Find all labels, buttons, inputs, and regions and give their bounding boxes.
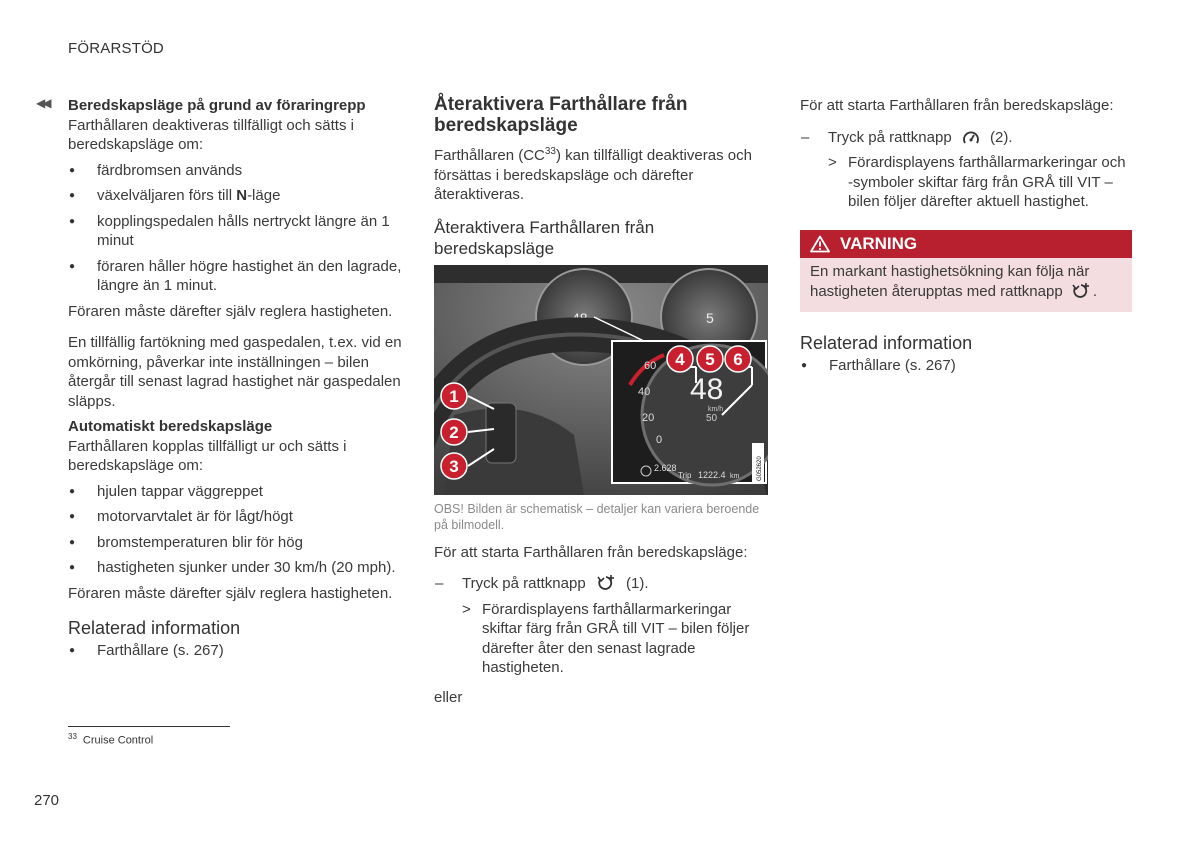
list-item: ● motorvarvtalet är för lågt/högt <box>68 507 408 527</box>
result-arrow: > <box>828 154 837 171</box>
warning-body <box>800 258 1132 312</box>
paragraph: Farthållaren kopplas tillfälligt ur och sätts i beredskapsläge om: <box>68 437 347 474</box>
set-speed-text: 50 <box>706 412 718 424</box>
list-item: ● färdbromsen används <box>68 161 408 181</box>
cruise-speed-icon <box>962 130 980 152</box>
km-text: km <box>730 472 740 480</box>
figure-caption: OBS! Bilden är schematisk – detaljer kan variera beroende på bilmodell. <box>434 501 760 532</box>
step-dash: – <box>801 128 810 146</box>
warning-text: En markant hastighetsökning kan följa när hastigheten återupptas med rattknapp <box>810 262 1090 300</box>
svg-text:1: 1 <box>449 386 459 406</box>
list-item: ● bromstemperaturen blir för hög <box>68 533 408 553</box>
intro-paragraph <box>434 142 770 205</box>
list-item: ● hastigheten sjunker under 30 km/h (20 mph). <box>68 558 408 578</box>
callout-2 <box>441 419 467 445</box>
step-text: Tryck på rattknapp <box>828 128 952 146</box>
warning-box <box>800 230 1132 312</box>
heading-automatic-standby: Automatiskt beredskapsläge <box>68 418 273 435</box>
column-right <box>800 96 1132 381</box>
paragraph: Föraren måste därefter själv reglera hastigheten. <box>68 302 393 320</box>
bullet-list-2 <box>68 482 408 578</box>
double-chevron-left-icon[interactable]: ◀◀ <box>36 96 49 110</box>
tick-20: 20 <box>642 411 655 424</box>
warning-title: VARNING <box>840 233 918 253</box>
bullet-list-1 <box>68 161 408 296</box>
svg-text:6: 6 <box>733 349 743 369</box>
paragraph-intro: Farthållaren deaktiveras tillfälligt och sätts i beredskapsläge om: <box>68 116 354 153</box>
section-header: FÖRARSTÖD <box>68 40 164 57</box>
footnote <box>68 732 153 747</box>
list-item: ● hjulen tappar väggreppet <box>68 482 408 502</box>
footnote-number: 33 <box>68 732 77 741</box>
big-speed-text: 48 <box>690 372 724 406</box>
related-heading: Relaterad information <box>800 332 973 353</box>
odo-text: 2.628 <box>654 462 677 473</box>
step-ref: (2). <box>990 128 1013 146</box>
paragraph: En tillfällig fartökning med gaspedalen, t.ex. vid en omkörning, påverkar inte inställningen – bilen återgår till senast lagrad hastighet när gaspedalen släpps. <box>68 334 402 410</box>
related-link[interactable]: ● Farthållare (s. 267) <box>68 641 408 661</box>
subsection-title: Återaktivera Farthållaren från beredskapsläge <box>434 217 655 258</box>
result-text: Förardisplayens farthållarmarkeringar skiftar färg från GRÅ till VIT – bilen följer därefter åter den senast lagrade hastigheten. <box>482 600 750 676</box>
section-title: Återaktivera Farthållare från beredskapsläge <box>434 94 688 136</box>
paragraph: Föraren måste därefter själv reglera hastigheten. <box>68 584 393 602</box>
svg-text:2: 2 <box>449 422 459 442</box>
steering-wheel-figure <box>434 265 768 495</box>
step-dash: – <box>435 575 444 592</box>
result-text: Förardisplayens farthållarmarkeringar och -symboler skiftar färg från GRÅ till VIT – bilen följer därefter aktuell hastighet. <box>848 154 1126 210</box>
related-link[interactable]: ● Farthållare (s. 267) <box>800 356 1132 376</box>
tick-40: 40 <box>638 385 651 398</box>
trip-value: 1222.4 <box>698 469 726 480</box>
unit-text: km/h <box>708 405 724 413</box>
paragraph: För att starta Farthållaren från beredskapsläge: <box>434 543 748 561</box>
trip-label: Trip <box>678 470 692 480</box>
related-heading: Relaterad information <box>68 618 241 638</box>
figure-code: G052620 <box>757 455 763 481</box>
resume-cruise-icon <box>1071 282 1091 306</box>
footnote-text: Cruise Control <box>82 734 154 747</box>
list-item <box>68 186 408 206</box>
svg-text:3: 3 <box>449 456 459 476</box>
related-list <box>68 641 408 661</box>
heading-driver-intervention: Beredskapsläge på grund av föraringrepp <box>68 97 366 114</box>
list-item: ● föraren håller högre hastighet än den lagrade, längre än 1 minut. <box>68 257 408 296</box>
column-middle <box>434 94 770 713</box>
warning-header <box>800 230 1132 258</box>
step-resume <box>434 574 770 598</box>
footnote-divider <box>68 726 230 727</box>
svg-text:5: 5 <box>705 349 715 369</box>
resume-cruise-icon <box>596 574 616 598</box>
footnote-ref[interactable]: 33 <box>544 146 556 157</box>
step-speed <box>800 128 1132 152</box>
step-text: Tryck på rattknapp <box>462 575 586 592</box>
page-number: 270 <box>34 792 60 809</box>
right-gauge-text: 5 <box>706 309 714 326</box>
step-ref: (1). <box>626 575 649 592</box>
text-fragment: -läge <box>247 187 281 204</box>
column-left <box>68 96 408 667</box>
or-text: eller <box>434 688 463 706</box>
text-fragment: växelväljaren förs till <box>97 187 237 204</box>
callout-6 <box>725 346 751 372</box>
result-arrow: > <box>462 600 471 618</box>
callout-4 <box>667 346 693 372</box>
svg-text:4: 4 <box>675 349 685 369</box>
paragraph: För att starta Farthållaren från beredskapsläge: <box>800 97 1114 114</box>
step-result <box>434 600 770 678</box>
warning-triangle-icon <box>810 235 830 253</box>
callout-5 <box>697 346 723 372</box>
list-item: ● kopplingspedalen hålls nertryckt längre än 1 minut <box>68 212 408 251</box>
gear-n: N <box>236 187 248 204</box>
callout-1 <box>441 383 467 409</box>
tick-0: 0 <box>656 433 663 446</box>
text-fragment: Farthållaren (CC <box>434 147 545 164</box>
warning-text-end: . <box>1092 282 1098 300</box>
tick-60: 60 <box>644 359 657 372</box>
text-fragment: ) kan tillfälligt deaktiveras och försättas i beredskapsläge och därefter återaktiveras. <box>434 147 752 203</box>
small-speed-text: 48 <box>572 309 588 326</box>
related-list <box>800 356 1132 376</box>
step-result <box>800 153 1132 212</box>
figure-illustration <box>434 265 768 495</box>
callout-3 <box>441 453 467 479</box>
